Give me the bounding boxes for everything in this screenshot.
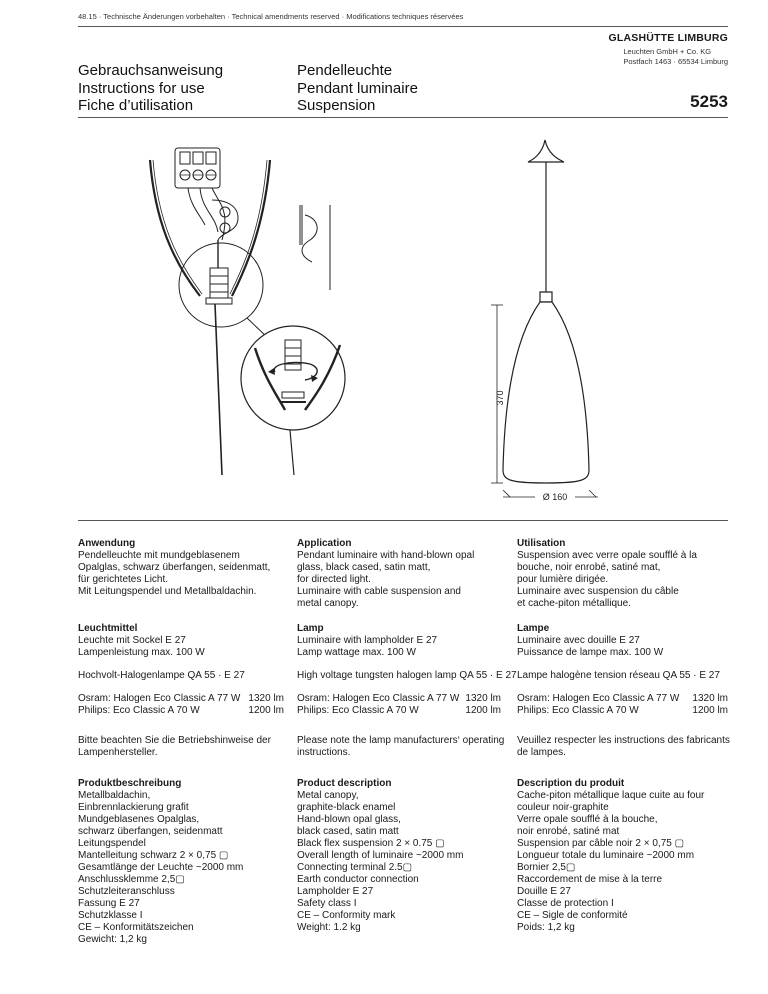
text-line: couleur noir-graphite: [517, 802, 609, 813]
product-de: Pendelleuchte: [297, 62, 393, 79]
text-line: Longueur totale du luminaire ~2000 mm: [517, 850, 695, 861]
text-line: Hand-blown opal glass,: [297, 814, 401, 825]
text-line: Hochvolt-Halogenlampe QA 55 · E 27: [78, 670, 245, 681]
article-number: 5253: [690, 92, 728, 111]
text-line: Luminaire with cable suspension and: [297, 586, 461, 597]
lamp-lumen: 1320 lm: [692, 693, 728, 704]
text-line: Suspension avec verre opale soufflé à la: [517, 550, 697, 561]
lamp-name: Osram: Halogen Eco Classic A 77 W: [517, 693, 680, 704]
title-fr: Fiche d’utilisation: [78, 97, 194, 114]
text-line: Pendelleuchte mit mundgeblasenem: [78, 550, 240, 561]
hook-detail-drawing: [300, 205, 330, 290]
halogen-fr: [517, 670, 739, 682]
lamp-lumen: 1320 lm: [465, 693, 501, 704]
text-line: bouche, noir enrobé, satiné mat,: [517, 562, 661, 573]
halogen-de: [78, 670, 300, 682]
lamp-row: [297, 693, 501, 705]
lamp-de: [78, 623, 300, 659]
lamp-row: [297, 705, 501, 717]
note-fr: [517, 735, 739, 759]
lamp-lumen: 1200 lm: [465, 705, 501, 716]
text-line: for directed light.: [297, 574, 371, 585]
wires-drawing: [188, 188, 238, 268]
text-line: Safety class I: [297, 898, 357, 909]
lamp-name: Osram: Halogen Eco Classic A 77 W: [78, 693, 241, 704]
text-line: Opalglas, schwarz überfangen, seidenmatt,: [78, 562, 271, 573]
lamp-heading-en: Lamp: [297, 623, 324, 634]
text-line: graphite-black enamel: [297, 802, 396, 813]
cable-drawing: [215, 304, 222, 475]
brand-sub-line: Postfach 1463 · 65534 Limburg: [623, 56, 728, 66]
column-en: [297, 538, 519, 610]
product-heading-de: Produktbeschreibung: [78, 778, 182, 789]
text-line: Connecting terminal 2.5▢: [297, 862, 413, 873]
product-fr-block: [517, 778, 739, 934]
lamp-fr: [517, 623, 739, 659]
text-line: Mantelleitung schwarz 2 × 0,75 ▢: [78, 850, 229, 861]
height-label: 370: [495, 390, 505, 406]
text-line: Mit Leitungspendel und Metallbaldachin.: [78, 586, 257, 597]
text-line: Pendant luminaire with hand-blown opal: [297, 550, 475, 561]
text-line: metal canopy.: [297, 598, 359, 609]
text-line: Please note the lamp manufacturers‘ operating: [297, 735, 505, 746]
diameter-label: Ø 160: [542, 492, 568, 502]
text-line: Metal canopy,: [297, 790, 359, 801]
application-heading-en: Application: [297, 538, 352, 549]
text-line: Gesamtlänge der Leuchte ~2000 mm: [78, 862, 244, 873]
product-de-block: [78, 778, 300, 946]
text-line: instructions.: [297, 747, 351, 758]
text-line: Luminaire with lampholder E 27: [297, 635, 438, 646]
product-en: Pendant luminaire: [297, 79, 418, 97]
text-line: Luminaire avec douille E 27: [517, 635, 640, 646]
lamps-table-en: [297, 693, 501, 717]
text-line: glass, black cased, satin matt,: [297, 562, 431, 573]
text-line: Leuchte mit Sockel E 27: [78, 635, 186, 646]
text-line: Weight: 1.2 kg: [297, 922, 361, 933]
text-line: CE – Konformitätszeichen: [78, 922, 194, 933]
header-note: 48.15 · Technische Änderungen vorbehalten · Technical amendments reserved · Modifications techniques réservées: [78, 12, 464, 21]
brand-name: GLASHÜTTE LIMBURG: [608, 32, 728, 44]
text-line: CE – Conformity mark: [297, 910, 396, 921]
text-line: Poids: 1,2 kg: [517, 922, 575, 933]
column-fr: [517, 538, 739, 610]
lamp-lumen: 1200 lm: [248, 705, 284, 716]
lampholder-drawing: [206, 268, 232, 304]
terminal-block-drawing: [175, 148, 220, 188]
title-en: Instructions for use: [78, 79, 205, 97]
text-line: Schutzleiteranschluss: [78, 886, 175, 897]
text-line: Classe de protection I: [517, 898, 614, 909]
application-heading-de: Anwendung: [78, 538, 136, 549]
text-line: schwarz überfangen, seidenmatt: [78, 826, 223, 837]
product-heading-fr: Description du produit: [517, 778, 625, 789]
text-line: High voltage tungsten halogen lamp QA 55 · E 27: [297, 670, 517, 681]
lamp-row: [78, 693, 284, 705]
text-line: Lampholder E 27: [297, 886, 374, 897]
text-line: noir enrobé, satiné mat: [517, 826, 620, 837]
text-line: Lampenleistung max. 100 W: [78, 647, 205, 658]
text-line: Lampenhersteller.: [78, 747, 158, 758]
text-line: Bornier 2,5▢: [517, 862, 576, 873]
text-line: et cache-piton métallique.: [517, 598, 631, 609]
text-line: Cache-piton métallique laque cuite au four: [517, 790, 705, 801]
lamp-lumen: 1320 lm: [248, 693, 284, 704]
text-line: Metallbaldachin,: [78, 790, 151, 801]
text-line: CE – Sigle de conformité: [517, 910, 628, 921]
text-line: Leitungspendel: [78, 838, 146, 849]
text-line: pour lumière dirigée.: [517, 574, 609, 585]
text-line: Lampe halogène tension réseau QA 55 · E 27: [517, 670, 720, 681]
text-line: Gewicht: 1,2 kg: [78, 934, 147, 945]
text-line: Fassung E 27: [78, 898, 140, 909]
lamp-row: [78, 705, 284, 717]
pendant-side-view: [503, 140, 589, 483]
text-line: Einbrennlackierung grafit: [78, 802, 189, 813]
lamps-table-de: [78, 693, 284, 717]
column-de: [78, 538, 300, 598]
halogen-en: [297, 670, 519, 682]
title-de: Gebrauchsanweisung: [78, 62, 224, 79]
text-line: de lampes.: [517, 747, 566, 758]
lamp-name: Osram: Halogen Eco Classic A 77 W: [297, 693, 460, 704]
lamp-en: [297, 623, 519, 659]
text-line: Bitte beachten Sie die Betriebshinweise der: [78, 735, 271, 746]
text-line: für gerichtetes Licht.: [78, 574, 169, 585]
application-heading-fr: Utilisation: [517, 538, 566, 549]
lamp-name: Philips: Eco Classic A 70 W: [517, 705, 639, 716]
lamp-name: Philips: Eco Classic A 70 W: [78, 705, 200, 716]
text-line: Veuillez respecter les instructions des fabricants: [517, 735, 730, 746]
text-line: Douille E 27: [517, 886, 571, 897]
text-line: Luminaire avec suspension du câble: [517, 586, 679, 597]
detail-circle-large: [241, 326, 345, 430]
lamps-table-fr: [517, 693, 728, 717]
text-line: Suspension par câble noir 2 × 0,75 ▢: [517, 838, 685, 849]
text-line: Lamp wattage max. 100 W: [297, 647, 416, 658]
lamp-row: [517, 693, 728, 705]
text-line: Overall length of luminaire ~2000 mm: [297, 850, 464, 861]
product-en-block: [297, 778, 519, 934]
text-line: Puissance de lampe max. 100 W: [517, 647, 664, 658]
text-line: Verre opale soufflé à la bouche,: [517, 814, 658, 825]
lamp-heading-fr: Lampe: [517, 623, 550, 634]
text-line: Raccordement de mise à la terre: [517, 874, 663, 885]
lamp-heading-de: Leuchtmittel: [78, 623, 138, 634]
note-en: [297, 735, 519, 759]
lamp-row: [517, 705, 728, 717]
note-de: [78, 735, 300, 759]
body-rule: [78, 520, 728, 521]
product-heading-en: Product description: [297, 778, 392, 789]
text-line: Mundgeblasenes Opalglas,: [78, 814, 200, 825]
product-fr: Suspension: [297, 97, 376, 114]
text-line: Anschlussklemme 2,5▢: [78, 874, 185, 885]
brand-sub-line: Leuchten GmbH + Co. KG: [623, 47, 712, 56]
text-line: Schutzklasse I: [78, 910, 143, 921]
lamp-lumen: 1200 lm: [692, 705, 728, 716]
text-line: Earth conductor connection: [297, 874, 419, 885]
text-line: black cased, satin matt: [297, 826, 399, 837]
lamp-name: Philips: Eco Classic A 70 W: [297, 705, 419, 716]
text-line: Black flex suspension 2 × 0.75 ▢: [297, 838, 445, 849]
